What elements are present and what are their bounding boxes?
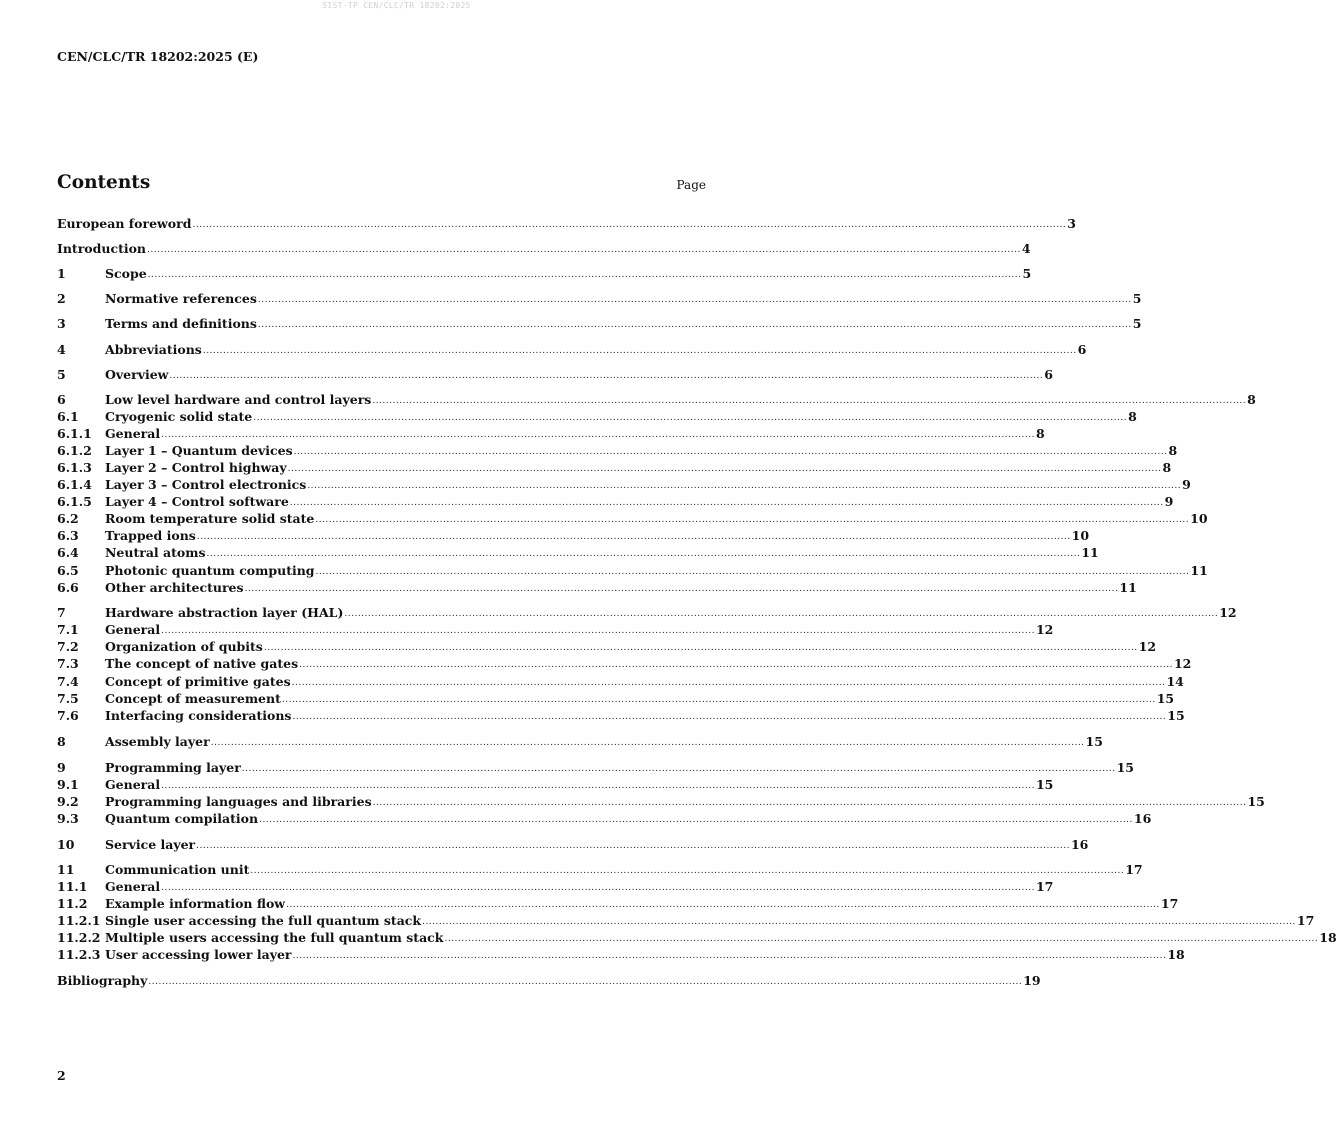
- toc-dot-leader: ....................................................................................................................................................................................................................................................................: [210, 738, 1085, 748]
- toc-dot-leader: ....................................................................................................................................................................................................................................................................: [307, 481, 1182, 491]
- toc-entry[interactable]: [57, 656, 1192, 672]
- toc-dot-leader: ....................................................................................................................................................................................................................................................................: [292, 712, 1167, 722]
- toc-entry-page: 17: [1125, 862, 1143, 877]
- toc-entry-number: 7.6: [57, 708, 79, 723]
- watermark: SIST-TP CEN/CLC/TR 18202:2025: [322, 1, 471, 10]
- toc-dot-leader: ....................................................................................................................................................................................................................................................................: [196, 532, 1071, 542]
- toc-entry[interactable]: [57, 241, 1031, 257]
- toc-entry[interactable]: [57, 622, 1054, 638]
- toc-entry-number: 6.4: [57, 545, 79, 560]
- toc-entry[interactable]: [57, 477, 1191, 493]
- toc-entry-page: 15: [1167, 708, 1185, 723]
- toc-entry-number: 11.2: [57, 896, 88, 911]
- toc-entry-page: 15: [1116, 760, 1135, 775]
- toc-entry-number: 7: [57, 605, 66, 620]
- toc-entry-page: 6: [1077, 342, 1087, 357]
- toc-entry[interactable]: [57, 494, 1174, 510]
- toc-entry[interactable]: [57, 837, 1089, 853]
- toc-dot-leader: ....................................................................................................................................................................................................................................................................: [289, 498, 1164, 508]
- toc-entry-title: Service layer: [105, 837, 196, 852]
- toc-entry-page: 12: [1173, 656, 1192, 671]
- toc-dot-leader: ....................................................................................................................................................................................................................................................................: [257, 320, 1132, 330]
- toc-entry-number: 6.1.4: [57, 477, 92, 492]
- toc-dot-leader: ....................................................................................................................................................................................................................................................................: [161, 883, 1035, 893]
- toc-dot-leader: ....................................................................................................................................................................................................................................................................: [206, 549, 1081, 559]
- toc-entry-page: 12: [1219, 605, 1237, 620]
- toc-entry-title: Trapped ions: [105, 528, 196, 543]
- toc-entry-number: 7.2: [57, 639, 79, 654]
- toc-entry[interactable]: [57, 605, 1237, 621]
- toc-dot-leader: ....................................................................................................................................................................................................................................................................: [196, 841, 1070, 851]
- toc-dot-leader: ....................................................................................................................................................................................................................................................................: [244, 584, 1119, 594]
- toc-dot-leader: ....................................................................................................................................................................................................................................................................: [253, 413, 1128, 423]
- toc-dot-leader: ....................................................................................................................................................................................................................................................................: [250, 866, 1125, 876]
- toc-entry-page: 16: [1133, 811, 1152, 826]
- toc-entry-number: 6.1.5: [57, 494, 92, 509]
- page-column-label: Page: [676, 178, 706, 192]
- toc-entry-page: 9: [1182, 477, 1191, 492]
- toc-entry-page: 8: [1162, 460, 1172, 475]
- toc-entry-page: 6: [1044, 367, 1053, 382]
- toc-entry-number: 11: [57, 862, 75, 877]
- toc-entry-number: 6.2: [57, 511, 79, 526]
- toc-entry-title: Scope: [105, 266, 147, 281]
- toc-entry-page: 8: [1168, 443, 1178, 458]
- toc-dot-leader: ....................................................................................................................................................................................................................................................................: [422, 917, 1296, 927]
- toc-entry-title: Layer 3 – Control electronics: [105, 477, 307, 492]
- toc-dot-leader: ....................................................................................................................................................................................................................................................................: [192, 220, 1067, 230]
- toc-entry-title: Concept of measurement: [105, 691, 281, 706]
- toc-entry-number: 6.1: [57, 409, 79, 424]
- toc-entry-title: User accessing lower layer: [105, 947, 292, 962]
- toc-entry-title: Hardware abstraction layer (HAL): [105, 605, 344, 620]
- toc-entry-page: 18: [1319, 930, 1337, 945]
- toc-entry-page: 11: [1119, 580, 1137, 595]
- contents-title: Contents: [57, 172, 151, 193]
- toc-entry-number: 6.3: [57, 528, 79, 543]
- toc-entry-title: Photonic quantum computing: [105, 563, 315, 578]
- toc-dot-leader: ....................................................................................................................................................................................................................................................................: [315, 515, 1190, 525]
- toc-dot-leader: ....................................................................................................................................................................................................................................................................: [286, 900, 1160, 910]
- toc-entry-page: 17: [1296, 913, 1315, 928]
- toc-entry-number: 11.2.2: [57, 930, 101, 945]
- toc-entry-title: Programming languages and libraries: [105, 794, 372, 809]
- toc-entry-title: Multiple users accessing the full quantum stack: [105, 930, 444, 945]
- toc-entry-page: 14: [1166, 674, 1184, 689]
- toc-entry-title: Bibliography: [57, 973, 148, 988]
- toc-entry-title: Quantum compilation: [105, 811, 259, 826]
- toc-dot-leader: ....................................................................................................................................................................................................................................................................: [147, 245, 1021, 255]
- toc-entry-page: 4: [1021, 241, 1031, 256]
- toc-entry-title: Overview: [105, 367, 169, 382]
- toc-entry-page: 15: [1085, 734, 1103, 749]
- toc-entry-page: 10: [1071, 528, 1090, 543]
- toc-entry-title: General: [105, 426, 161, 441]
- toc-entry-title: Single user accessing the full quantum stack: [105, 913, 422, 928]
- toc-entry-number: 4: [57, 342, 66, 357]
- toc-entry-page: 8: [1035, 426, 1045, 441]
- toc-entry[interactable]: [57, 896, 1179, 912]
- toc-entry-number: 7.5: [57, 691, 79, 706]
- toc-entry[interactable]: [57, 930, 1337, 946]
- toc-dot-leader: ....................................................................................................................................................................................................................................................................: [202, 346, 1077, 356]
- toc-entry[interactable]: [57, 291, 1142, 307]
- toc-dot-leader: ....................................................................................................................................................................................................................................................................: [315, 567, 1190, 577]
- toc-entry[interactable]: [57, 734, 1103, 750]
- toc-dot-leader: ....................................................................................................................................................................................................................................................................: [259, 815, 1133, 825]
- toc-dot-leader: ....................................................................................................................................................................................................................................................................: [169, 371, 1044, 381]
- toc-dot-leader: ....................................................................................................................................................................................................................................................................: [148, 977, 1023, 987]
- toc-entry-title: Neutral atoms: [105, 545, 206, 560]
- toc-entry-page: 8: [1247, 392, 1256, 407]
- toc-entry-number: 6.5: [57, 563, 79, 578]
- toc-entry-number: 8: [57, 734, 66, 749]
- toc-entry[interactable]: [57, 409, 1137, 425]
- toc-entry[interactable]: [57, 460, 1172, 476]
- toc-entry-page: 9: [1164, 494, 1174, 509]
- toc-entry-title: Terms and definitions: [105, 316, 257, 331]
- toc-dot-leader: ....................................................................................................................................................................................................................................................................: [263, 643, 1138, 653]
- toc-entry-title: Layer 2 – Control highway: [105, 460, 287, 475]
- toc-entry-number: 6.1.1: [57, 426, 92, 441]
- toc-entry-page: 17: [1160, 896, 1179, 911]
- toc-dot-leader: ....................................................................................................................................................................................................................................................................: [161, 781, 1035, 791]
- toc-dot-leader: ....................................................................................................................................................................................................................................................................: [372, 396, 1247, 406]
- toc-entry-number: 1: [57, 266, 66, 281]
- toc-entry-number: 11.2.3: [57, 947, 101, 962]
- toc-dot-leader: ....................................................................................................................................................................................................................................................................: [161, 626, 1035, 636]
- toc-entry[interactable]: [57, 316, 1142, 332]
- toc-entry-page: 12: [1035, 622, 1054, 637]
- toc-entry-page: 18: [1167, 947, 1185, 962]
- toc-entry-page: 10: [1190, 511, 1208, 526]
- toc-entry-title: The concept of native gates: [105, 656, 299, 671]
- toc-entry-title: Other architectures: [105, 580, 244, 595]
- toc-entry-title: Example information flow: [105, 896, 286, 911]
- toc-entry-page: 11: [1190, 563, 1208, 578]
- toc-entry[interactable]: [57, 973, 1041, 989]
- document-identifier: CEN/CLC/TR 18202:2025 (E): [57, 49, 259, 64]
- toc-entry-title: Layer 4 – Control software: [105, 494, 289, 509]
- toc-dot-leader: ....................................................................................................................................................................................................................................................................: [287, 464, 1162, 474]
- toc-entry-number: 7.1: [57, 622, 79, 637]
- toc-entry-title: Organization of qubits: [105, 639, 263, 654]
- toc-entry[interactable]: [57, 367, 1053, 383]
- toc-entry-title: General: [105, 777, 161, 792]
- toc-dot-leader: ....................................................................................................................................................................................................................................................................: [293, 447, 1168, 457]
- toc-entry-number: 6.1.3: [57, 460, 92, 475]
- toc-entry[interactable]: [57, 216, 1076, 232]
- contents-heading: [57, 172, 706, 196]
- toc-entry-page: 15: [1035, 777, 1054, 792]
- toc-entry-number: 9.1: [57, 777, 79, 792]
- page-number: 2: [57, 1068, 66, 1083]
- toc-entry-page: 16: [1070, 837, 1089, 852]
- toc-entry[interactable]: [57, 879, 1054, 895]
- toc-dot-leader: ....................................................................................................................................................................................................................................................................: [241, 764, 1116, 774]
- toc-entry[interactable]: [57, 511, 1208, 527]
- toc-entry-page: 5: [1132, 316, 1142, 331]
- toc-entry-title: Normative references: [105, 291, 257, 306]
- toc-entry[interactable]: [57, 691, 1175, 707]
- toc-entry[interactable]: [57, 342, 1087, 358]
- toc-entry-page: 19: [1023, 973, 1041, 988]
- toc-entry-title: Room temperature solid state: [105, 511, 315, 526]
- toc-entry[interactable]: [57, 794, 1265, 810]
- toc-entry-title: Abbreviations: [105, 342, 202, 357]
- toc-entry[interactable]: [57, 563, 1208, 579]
- toc-entry[interactable]: [57, 392, 1256, 408]
- toc-entry[interactable]: [57, 862, 1143, 878]
- toc-entry[interactable]: [57, 913, 1315, 929]
- toc-entry-number: 6.6: [57, 580, 79, 595]
- toc-entry-title: Concept of primitive gates: [105, 674, 291, 689]
- toc-entry-title: Layer 1 – Quantum devices: [105, 443, 293, 458]
- toc-entry-number: 6.1.2: [57, 443, 92, 458]
- toc-dot-leader: ....................................................................................................................................................................................................................................................................: [147, 270, 1022, 280]
- toc-entry-page: 5: [1022, 266, 1032, 281]
- toc-entry[interactable]: [57, 708, 1185, 724]
- toc-entry[interactable]: [57, 760, 1135, 776]
- toc-entry[interactable]: [57, 545, 1099, 561]
- toc-entry[interactable]: [57, 777, 1054, 793]
- toc-entry[interactable]: [57, 443, 1178, 459]
- toc-dot-leader: ....................................................................................................................................................................................................................................................................: [372, 798, 1247, 808]
- toc-entry-title: Assembly layer: [105, 734, 210, 749]
- toc-entry-title: European foreword: [57, 216, 192, 231]
- toc-entry-number: 3: [57, 316, 66, 331]
- toc-entry-title: General: [105, 622, 161, 637]
- toc-entry[interactable]: [57, 266, 1032, 282]
- toc-entry-title: Cryogenic solid state: [105, 409, 253, 424]
- toc-entry[interactable]: [57, 426, 1045, 442]
- toc-entry-number: 7.3: [57, 656, 79, 671]
- toc-entry[interactable]: [57, 580, 1137, 596]
- toc-entry-number: 9.2: [57, 794, 79, 809]
- toc-entry-page: 3: [1067, 216, 1076, 231]
- toc-dot-leader: ....................................................................................................................................................................................................................................................................: [292, 951, 1167, 961]
- toc-dot-leader: ....................................................................................................................................................................................................................................................................: [257, 295, 1132, 305]
- toc-dot-leader: ....................................................................................................................................................................................................................................................................: [291, 678, 1166, 688]
- toc-entry-page: 12: [1138, 639, 1157, 654]
- toc-entry-title: Programming layer: [105, 760, 241, 775]
- toc-entry-title: General: [105, 879, 161, 894]
- toc-dot-leader: ....................................................................................................................................................................................................................................................................: [299, 660, 1173, 670]
- toc-entry[interactable]: [57, 811, 1152, 827]
- toc-dot-leader: ....................................................................................................................................................................................................................................................................: [161, 430, 1035, 440]
- toc-entry[interactable]: [57, 947, 1185, 963]
- toc-entry-page: 11: [1081, 545, 1099, 560]
- toc-entry-page: 15: [1247, 794, 1265, 809]
- toc-entry-number: 7.4: [57, 674, 79, 689]
- toc-entry-number: 9.3: [57, 811, 79, 826]
- toc-dot-leader: ....................................................................................................................................................................................................................................................................: [344, 609, 1219, 619]
- toc-entry-title: Introduction: [57, 241, 147, 256]
- toc-entry-title: Interfacing considerations: [105, 708, 292, 723]
- toc-entry-number: 6: [57, 392, 66, 407]
- toc-entry-page: 5: [1132, 291, 1142, 306]
- toc-entry-number: 5: [57, 367, 66, 382]
- toc-entry[interactable]: [57, 674, 1184, 690]
- toc-entry[interactable]: [57, 639, 1157, 655]
- toc-dot-leader: ....................................................................................................................................................................................................................................................................: [444, 934, 1319, 944]
- toc-entry-page: 8: [1128, 409, 1137, 424]
- toc-entry[interactable]: [57, 528, 1090, 544]
- toc-entry-number: 9: [57, 760, 66, 775]
- toc-entry-title: Low level hardware and control layers: [105, 392, 372, 407]
- toc-entry-number: 11.1: [57, 879, 88, 894]
- toc-dot-leader: ....................................................................................................................................................................................................................................................................: [281, 695, 1156, 705]
- toc-entry-title: Communication unit: [105, 862, 250, 877]
- toc-entry-number: 10: [57, 837, 75, 852]
- toc-entry-number: 11.2.1: [57, 913, 101, 928]
- toc-entry-number: 2: [57, 291, 66, 306]
- toc-entry-page: 17: [1035, 879, 1054, 894]
- toc-entry-page: 15: [1156, 691, 1175, 706]
